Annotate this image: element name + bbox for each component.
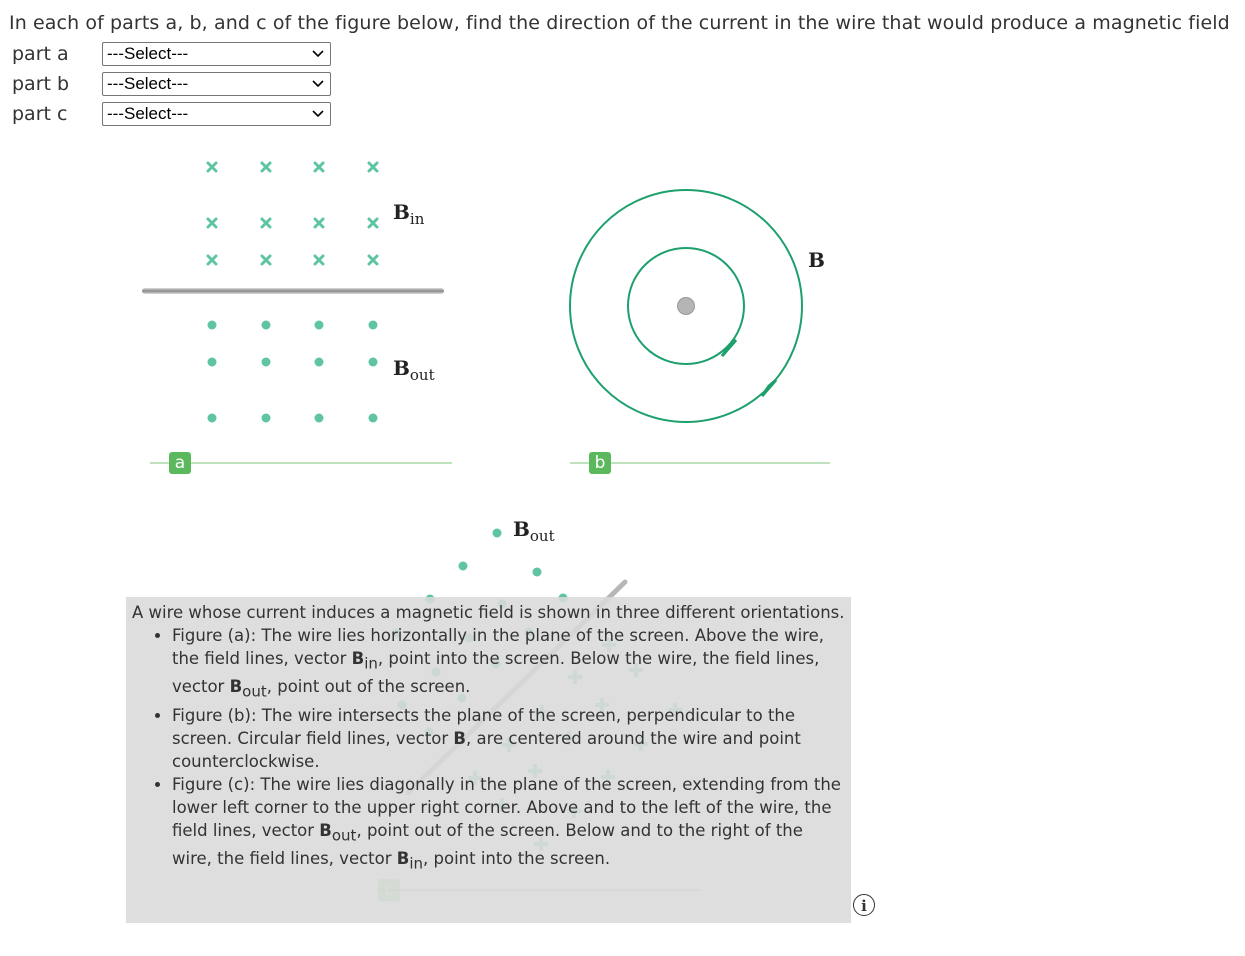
- arrow-inner: [722, 340, 736, 356]
- wire-cross-section: [678, 298, 695, 315]
- part-a-label: part a: [12, 43, 69, 65]
- b-in-label-a: $B_{in}$: [393, 200, 425, 228]
- figure-label-b: b: [589, 452, 611, 474]
- description-intro: A wire whose current induces a magnetic field is shown in three different orientations.: [132, 603, 845, 622]
- field-out-dots-a: [208, 321, 378, 423]
- part-b-selected-value: ---Select---: [107, 74, 189, 93]
- part-c-label: part c: [12, 103, 68, 125]
- description-item-c: • Figure (c): The wire lies diagonally in the plane of the screen, extending from the lower left corner to the upper right corner. Above and to the left of the wire, the field lines, vector $B_{out}$, point out of the screen. Below and to the right of the wire, the field lines, vector $B_{in}$, point into the screen.: [172, 773, 845, 876]
- figure-description: [126, 597, 851, 923]
- description-item-a: • Figure (a): The wire lies horizontally in the plane of the screen. Above the wire, the field lines, vector $B_{in}$, point into the screen. Below the wire, the field lines, vector $B_{out}$, point out of the screen.: [172, 624, 845, 704]
- description-item-b: • Figure (b): The wire intersects the plane of the screen, perpendicular to the screen. Circular field lines, vector B, are centered around the wire and point counterclockwise.: [172, 704, 845, 773]
- wire-a: [142, 288, 444, 294]
- part-c-selected-value: ---Select---: [107, 104, 189, 123]
- question-text: In each of parts a, b, and c of the figure below, find the direction of the current in the wire that would produce a magnetic field: [9, 12, 1230, 34]
- b-out-label-a: $B_{out}$: [393, 356, 435, 384]
- part-a-selected-value: ---Select---: [107, 44, 189, 63]
- b-out-label-c: $B_{out}$: [513, 517, 555, 545]
- b-label-b: B: [808, 248, 825, 272]
- figure-label-a: a: [169, 452, 191, 474]
- part-b-label: part b: [12, 73, 70, 95]
- arrow-outer: [762, 380, 776, 396]
- info-icon[interactable]: i: [853, 894, 875, 916]
- field-in-crosses-a: [208, 163, 377, 264]
